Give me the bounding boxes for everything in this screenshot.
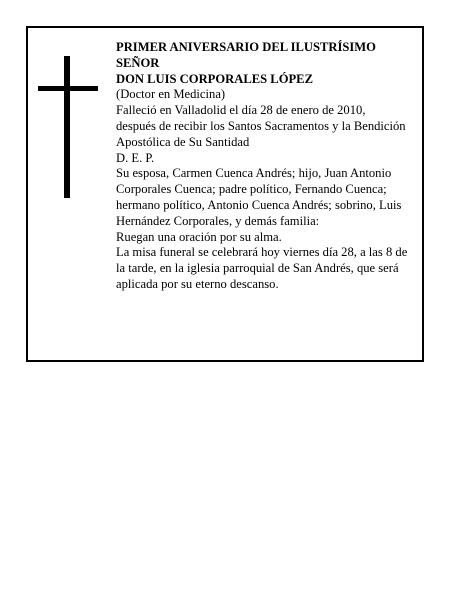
notice-request: Ruegan una oración por su alma.	[116, 229, 282, 244]
obituary-notice	[26, 26, 424, 362]
notice-mass-info: La misa funeral se celebrará hoy viernes día 28, a las 8 de la tarde, en la iglesia parroquial de San Andrés, que será aplicada por su eterno descanso.	[116, 245, 408, 291]
notice-heading-anniversary: PRIMER ANIVERSARIO DEL ILUSTRÍSIMO SEÑOR	[116, 40, 376, 70]
notice-family: Su esposa, Carmen Cuenca Andrés; hijo, Juan Antonio Corporales Cuenca; padre político, Fernando Cuenca; hermano político, Antonio Cuenca Andrés; sobrino, Luis Hernández Corporales, y demás familia:	[116, 166, 402, 228]
cross-icon	[38, 56, 98, 198]
cross-vertical-bar	[64, 56, 70, 198]
notice-text	[116, 40, 408, 293]
notice-heading-name: DON LUIS CORPORALES LÓPEZ	[116, 71, 313, 86]
notice-death-info: Falleció en Valladolid el día 28 de enero de 2010, después de recibir los Santos Sacramentos y la Bendición Apostólica de Su Santidad	[116, 103, 406, 149]
notice-rip: D. E. P.	[116, 150, 155, 165]
notice-profession: (Doctor en Medicina)	[116, 87, 226, 102]
cross-horizontal-bar	[38, 86, 98, 91]
